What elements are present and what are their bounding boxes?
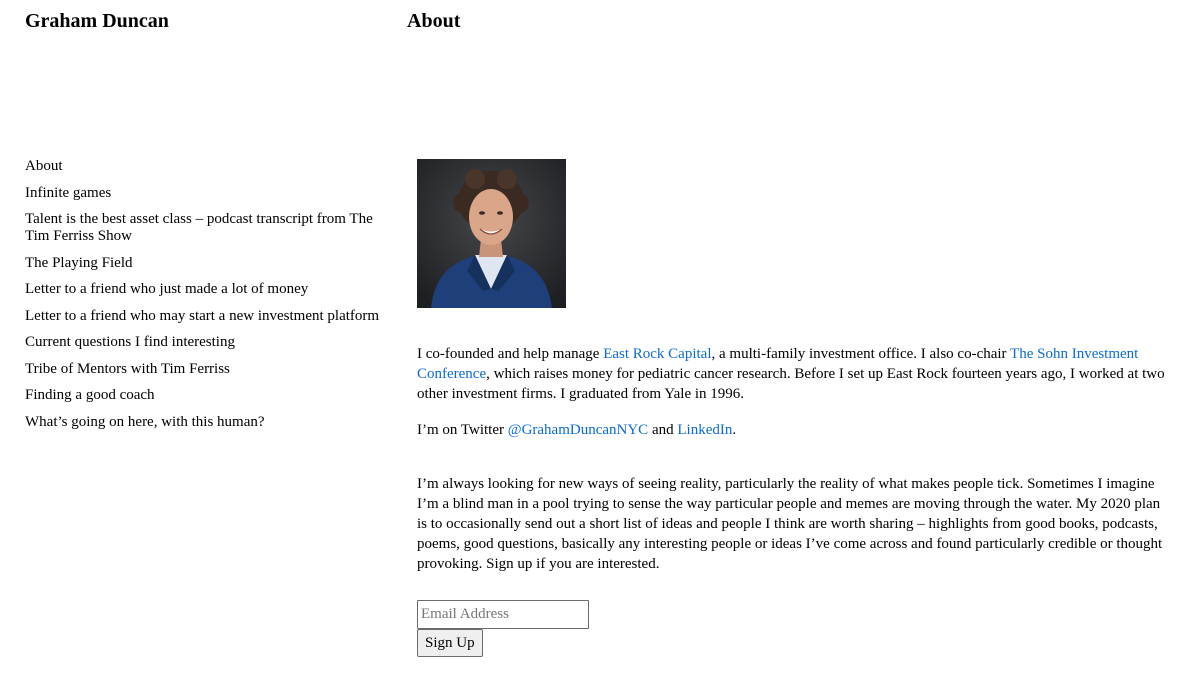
sidebar-nav — [25, 158, 385, 440]
sidebar-item-infinite-games[interactable] — [25, 185, 385, 202]
social-paragraph — [417, 420, 1167, 440]
social-text: . — [732, 422, 737, 438]
site-title[interactable]: Graham Duncan — [25, 10, 169, 32]
sidebar-item-label[interactable]: Letter to a friend who just made a lot of money — [25, 281, 309, 297]
intro-text: , which raises money for pediatric cancer research. Before I set up East Rock fourteen years ago, I worked at two other investment firms. I graduated from Yale in 1996. — [417, 366, 1165, 402]
sohn-conference-link[interactable]: The Sohn Investment Conference — [417, 346, 1139, 382]
intro-text: , a multi-family investment office. I also co-chair — [711, 346, 1011, 362]
sidebar-item-letter-platform[interactable] — [25, 308, 385, 325]
sidebar-item-good-coach[interactable] — [25, 387, 385, 404]
east-rock-capital-link[interactable]: East Rock Capital — [603, 346, 712, 362]
social-text: I’m on Twitter — [417, 422, 508, 438]
sidebar-item-label[interactable]: Current questions I find interesting — [25, 334, 235, 350]
email-field[interactable] — [417, 600, 589, 629]
sidebar-item-label[interactable]: What’s going on here, with this human? — [25, 413, 265, 430]
sidebar-item-this-human[interactable] — [25, 414, 385, 431]
sidebar-item-letter-money[interactable] — [25, 281, 385, 298]
linkedin-link[interactable]: LinkedIn — [677, 422, 733, 438]
sidebar-item-current-questions[interactable] — [25, 334, 385, 351]
sidebar-item-about[interactable] — [25, 158, 385, 175]
sidebar-item-label[interactable]: Tribe of Mentors with Tim Ferriss — [25, 360, 230, 377]
social-text: and — [648, 422, 678, 438]
sidebar-item-label[interactable]: The Playing Field — [25, 254, 133, 271]
sidebar-item-label[interactable]: Letter to a friend who may start a new investment platform — [25, 307, 380, 324]
sidebar-item-tribe-of-mentors[interactable] — [25, 361, 385, 378]
page-title: About — [407, 10, 461, 32]
sign-up-button[interactable]: Sign Up — [417, 629, 483, 657]
sidebar-item-label[interactable]: Finding a good coach — [25, 387, 155, 403]
signup-form — [417, 600, 1167, 657]
sidebar-item-talent-podcast[interactable] — [25, 211, 385, 245]
newsletter-paragraph: I’m always looking for new ways of seeing reality, particularly the reality of what makes people tick. Sometimes I imagine I’m a blind man in a pool trying to sense the way particular people and memes are moving through the water. My 2020 plan is to occasionally send out a short list of ideas and people I think are worth sharing – highlights from good books, podcasts, poems, good questions, basically any interesting people or ideas I’ve come across and found particularly credible or thought provoking. Sign up if you are interested. — [417, 476, 1163, 572]
sidebar-item-label[interactable]: About — [25, 158, 63, 174]
intro-paragraph — [417, 344, 1167, 404]
portrait-photo — [417, 159, 566, 308]
twitter-link[interactable]: @GrahamDuncanNYC — [507, 422, 649, 438]
sidebar-item-playing-field[interactable] — [25, 255, 385, 272]
sidebar-item-label[interactable]: Talent is the best asset class – podcast transcript from The Tim Ferriss Show — [25, 211, 373, 244]
main-content — [417, 344, 1167, 657]
intro-text: I co-founded and help manage — [417, 346, 604, 362]
sidebar-item-label[interactable]: Infinite games — [25, 184, 112, 201]
